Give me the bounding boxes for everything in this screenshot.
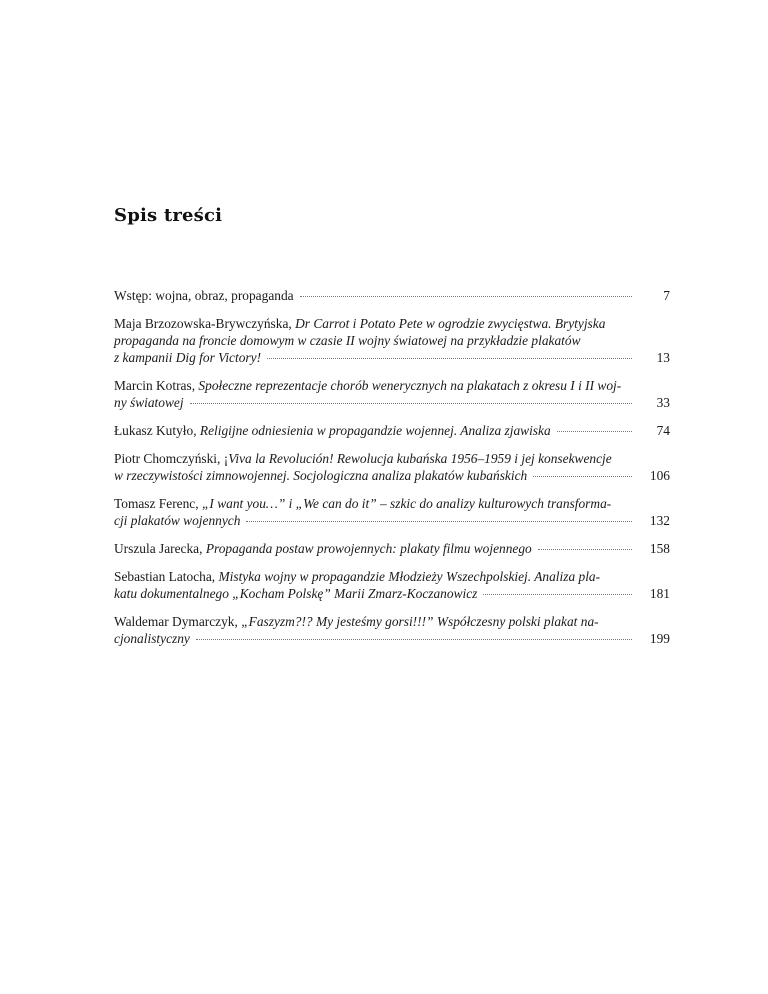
entry-last-line [114,630,638,647]
page-number: 106 [649,468,670,483]
dot-leader [533,476,632,477]
entry-text [114,377,638,411]
toc-entry[interactable] [114,287,670,304]
entry-line [114,495,638,512]
entry-author: Urszula Jarecka, [114,540,206,556]
entry-plain-title: Wstęp: wojna, obraz, propaganda [114,288,294,303]
entry-title-line: katu dokumentalnego „Kocham Polskę” Marii Zmarz-Koczanowicz [114,585,478,601]
entry-author: Sebastian Latocha, [114,568,219,584]
entry-line [114,613,638,630]
entry-last-line [114,540,638,557]
entry-line [114,568,638,585]
entry-title-line: z kampanii Dig for Victory! [114,350,262,366]
entry-text [114,495,638,529]
dot-leader [196,639,632,640]
entry-title-line: „I want you…” i „We can do it” – szkic do analizy kulturowych transforma- [201,495,612,511]
toc-entry[interactable] [114,540,670,557]
page-number: 33 [656,395,670,411]
toc-entry[interactable] [114,422,670,439]
page-number: 132 [649,513,670,528]
entry-author: Tomasz Ferenc, [114,495,202,511]
entry-last-line [114,512,638,529]
entry-author: Marcin Kotras, [114,378,199,393]
entry-text [114,540,638,557]
page-number: 13 [656,350,670,366]
entry-last-line [114,394,638,411]
entry-text [114,450,638,484]
page-number: 7 [663,288,670,303]
entry-title-line: propaganda na froncie domowym w czasie II wojny światowej na przykładzie plakatów [114,333,581,348]
entry-title-line: Dr Carrot i Potato Pete w ogrodzie zwycięstwa. Brytyjska [295,315,606,331]
entry-title-line: Społeczne reprezentacje chorób wenerycznych na plakatach z okresu I i II woj- [198,378,622,393]
entry-author: Łukasz Kutyło, [114,423,200,438]
page-number: 158 [649,540,670,556]
toc-entry[interactable] [114,568,670,602]
page-number: 74 [656,423,670,438]
entry-author: Piotr Chomczyński, ¡ [114,450,229,466]
entry-text [114,287,638,304]
entry-last-line [114,287,638,304]
entry-text [114,568,638,602]
entry-author: Maja Brzozowska-Brywczyńska, [114,315,296,331]
dot-leader [483,594,632,595]
dot-leader [300,296,632,297]
entry-text [114,613,638,647]
toc-entry[interactable] [114,613,670,647]
toc-entry[interactable] [114,495,670,529]
entry-last-line [114,349,638,366]
table-of-contents [114,287,670,658]
page-number: 199 [649,630,670,646]
dot-leader [246,521,632,522]
entry-title-line: ny światowej [114,395,184,411]
entry-title-line: Viva la Revolución! Rewolucja kubańska 1956–1959 i jej konsekwencje [228,450,612,466]
dot-leader [267,358,632,359]
entry-author: Waldemar Dymarczyk, [114,613,242,629]
entry-title-line: Religijne odniesienia w propagandzie wojennej. Analiza zjawiska [199,423,551,438]
dot-leader [557,431,632,432]
dot-leader [190,403,632,404]
entry-text [114,422,638,439]
entry-title-line: cjonalistyczny [114,630,190,646]
dot-leader [538,549,632,550]
entry-title-line: „Faszyzm?!? My jesteśmy gorsi!!!” Współczesny polski plakat na- [241,613,599,629]
entry-title-line: w rzeczywistości zimnowojennej. Socjologiczna analiza plakatów kubańskich [114,468,528,483]
entry-last-line [114,422,638,439]
entry-last-line [114,585,638,602]
entry-title-line: cji plakatów wojennych [114,513,241,528]
toc-entry[interactable] [114,315,670,367]
toc-entry[interactable] [114,377,670,411]
entry-text [114,315,638,367]
page-number: 181 [649,585,670,601]
page-title: Spis treści [114,205,223,226]
entry-line [114,315,638,332]
entry-line [114,450,638,467]
entry-title-line: Propaganda postaw prowojennych: plakaty filmu wojennego [205,540,532,556]
entry-title-line: Mistyka wojny w propagandzie Młodzieży Wszechpolskiej. Analiza pla- [218,568,601,584]
entry-line [114,377,638,394]
entry-last-line [114,467,638,484]
toc-entry[interactable] [114,450,670,484]
